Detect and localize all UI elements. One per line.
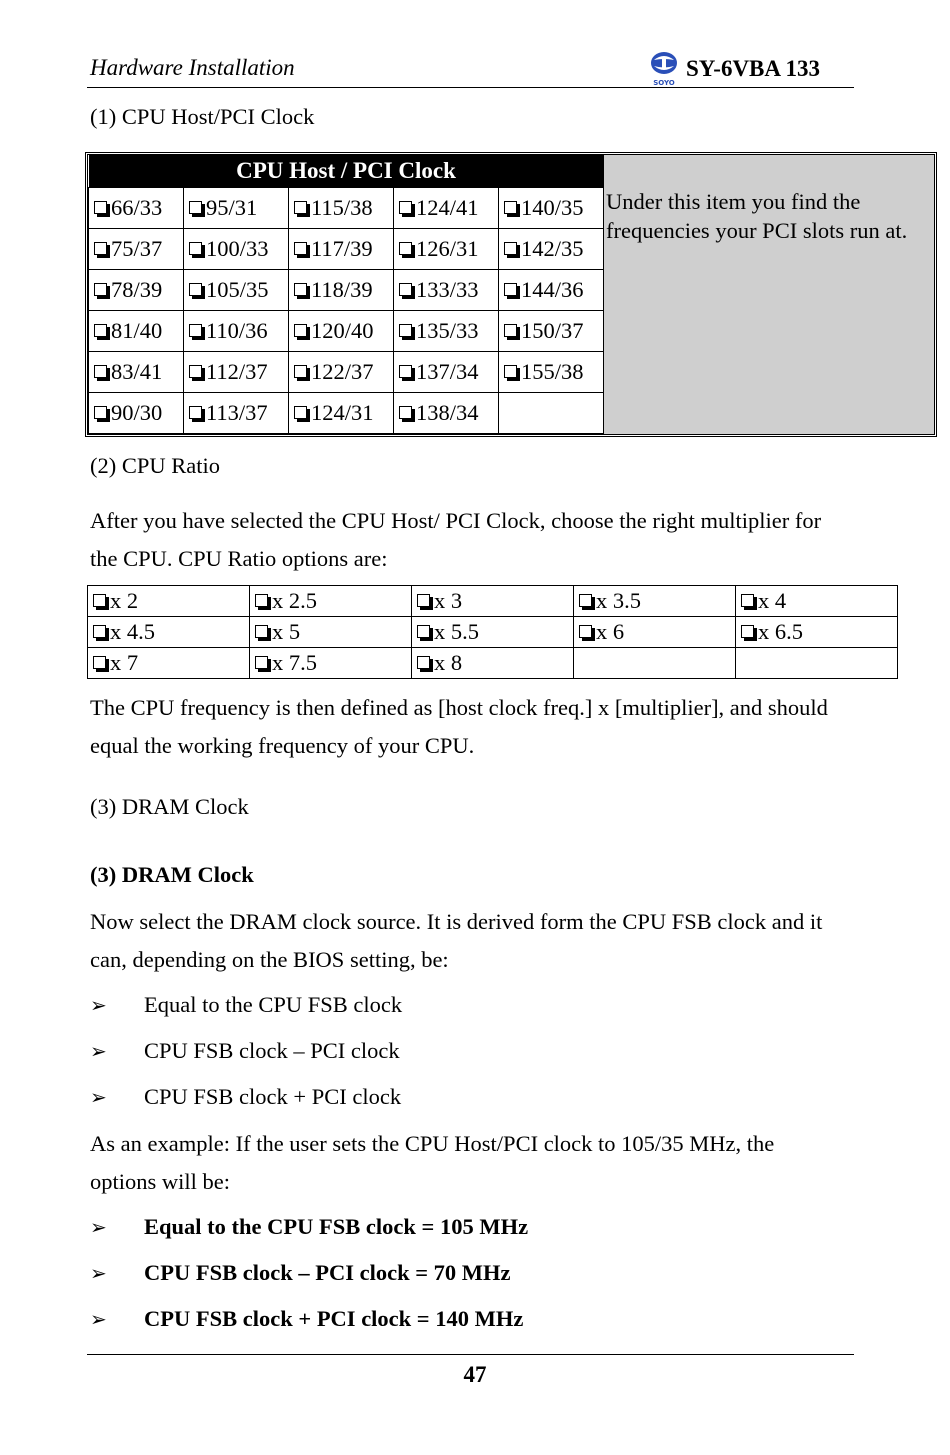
checkbox-icon	[94, 406, 107, 419]
checkbox-icon	[294, 324, 307, 337]
clock-option	[394, 393, 499, 434]
clock-option	[499, 270, 604, 311]
soyo-logo-icon	[648, 50, 680, 88]
clock-table-row	[89, 311, 604, 352]
checkbox-icon	[189, 201, 202, 214]
section-3-heading-bold: (3) DRAM Clock	[90, 862, 254, 887]
arrow-bullet-icon: ➢	[90, 1307, 107, 1331]
option-value: x 5.5	[434, 619, 479, 644]
ratio-option	[412, 648, 574, 679]
section-1-heading: (1) CPU Host/PCI Clock	[90, 104, 315, 129]
checkbox-icon	[399, 365, 412, 378]
checkbox-icon	[93, 656, 106, 669]
option-value: 78/39	[111, 277, 163, 302]
option-value: 142/35	[521, 236, 584, 261]
checkbox-icon	[741, 625, 754, 638]
checkbox-icon	[504, 324, 517, 337]
arrow-bullet-icon: ➢	[90, 1085, 107, 1109]
option-value: 135/33	[416, 318, 479, 343]
checkbox-icon	[94, 242, 107, 255]
arrow-bullet-icon: ➢	[90, 1039, 107, 1063]
clock-option	[499, 352, 604, 393]
checkbox-icon	[399, 242, 412, 255]
arrow-bullet-icon: ➢	[90, 993, 107, 1017]
option-value: 95/31	[206, 195, 258, 220]
clock-option	[394, 311, 499, 352]
bullet-item	[90, 1214, 528, 1240]
bullet-text: Equal to the CPU FSB clock	[144, 992, 403, 1017]
checkbox-icon	[94, 324, 107, 337]
section-2-heading: (2) CPU Ratio	[90, 453, 221, 478]
option-value: 138/34	[416, 400, 479, 425]
checkbox-icon	[579, 594, 592, 607]
option-value: 90/30	[111, 400, 163, 425]
option-value: 124/41	[416, 195, 479, 220]
clock-table-row	[89, 393, 604, 434]
checkbox-icon	[294, 242, 307, 255]
ratio-option	[574, 648, 736, 679]
clock-option	[394, 352, 499, 393]
checkbox-icon	[399, 324, 412, 337]
option-value: 81/40	[111, 318, 163, 343]
option-value: 120/40	[311, 318, 374, 343]
option-value: 122/37	[311, 359, 374, 384]
clock-option	[89, 270, 184, 311]
footer-rule	[87, 1354, 854, 1355]
option-value: 140/35	[521, 195, 584, 220]
option-value: 66/33	[111, 195, 163, 220]
option-value: x 7.5	[272, 650, 317, 675]
clock-option	[184, 270, 289, 311]
checkbox-icon	[294, 283, 307, 296]
clock-option	[289, 229, 394, 270]
ratio-table-row	[88, 648, 898, 679]
clock-option	[184, 352, 289, 393]
running-header-section: Hardware Installation	[90, 55, 295, 80]
option-value: 112/37	[206, 359, 268, 384]
option-value: 126/31	[416, 236, 479, 261]
bullet-item	[90, 992, 402, 1018]
ratio-option	[250, 648, 412, 679]
clock-option	[289, 188, 394, 229]
ratio-option	[574, 586, 736, 617]
clock-table-row	[89, 270, 604, 311]
clock-option	[89, 393, 184, 434]
header-rule	[87, 87, 854, 88]
clock-option	[89, 188, 184, 229]
checkbox-icon	[504, 283, 517, 296]
option-value: 75/37	[111, 236, 163, 261]
clock-option	[394, 270, 499, 311]
option-value: x 5	[272, 619, 301, 644]
option-value: 118/39	[311, 277, 373, 302]
clock-table-row	[89, 229, 604, 270]
ratio-option	[736, 586, 898, 617]
option-value: x 3	[434, 588, 463, 613]
option-value: 115/38	[311, 195, 373, 220]
clock-table-row	[89, 352, 604, 393]
ratio-option	[250, 586, 412, 617]
clock-option	[289, 311, 394, 352]
arrow-bullet-icon: ➢	[90, 1215, 107, 1239]
option-value: x 7	[110, 650, 139, 675]
bullet-item	[90, 1038, 400, 1064]
clock-table-row	[89, 188, 604, 229]
checkbox-icon	[255, 594, 268, 607]
checkbox-icon	[417, 656, 430, 669]
checkbox-icon	[741, 594, 754, 607]
option-value: 133/33	[416, 277, 479, 302]
clock-option	[89, 352, 184, 393]
checkbox-icon	[189, 283, 202, 296]
checkbox-icon	[504, 201, 517, 214]
option-value: x 2	[110, 588, 139, 613]
clock-option	[184, 229, 289, 270]
section-3-heading: (3) DRAM Clock	[90, 794, 249, 819]
arrow-bullet-icon: ➢	[90, 1261, 107, 1285]
option-value: x 6	[596, 619, 625, 644]
checkbox-icon	[189, 242, 202, 255]
bullet-text: CPU FSB clock + PCI clock	[144, 1084, 402, 1109]
bullet-item	[90, 1306, 523, 1332]
bullet-text: CPU FSB clock – PCI clock = 70 MHz	[144, 1260, 511, 1285]
clock-option	[499, 393, 604, 434]
option-value: 144/36	[521, 277, 584, 302]
clock-option	[499, 311, 604, 352]
checkbox-icon	[255, 625, 268, 638]
checkbox-icon	[399, 201, 412, 214]
option-value: x 6.5	[758, 619, 803, 644]
dram-intro: Now select the DRAM clock source. It is derived form the CPU FSB clock and it can, depending on the BIOS setting, be:	[90, 909, 823, 972]
frequency-paragraph: The CPU frequency is then defined as [host clock freq.] x [multiplier], and should equal the working frequency of your CPU.	[90, 695, 828, 758]
checkbox-icon	[189, 365, 202, 378]
option-value: 83/41	[111, 359, 163, 384]
clock-table-title: CPU Host / PCI Clock	[89, 155, 604, 188]
option-value: 137/34	[416, 359, 479, 384]
clock-option	[394, 229, 499, 270]
clock-option	[184, 393, 289, 434]
checkbox-icon	[504, 365, 517, 378]
ratio-option	[736, 617, 898, 648]
clock-option	[89, 311, 184, 352]
ratio-option	[88, 648, 250, 679]
option-value: 117/39	[311, 236, 373, 261]
option-value: 100/33	[206, 236, 269, 261]
clock-option	[289, 393, 394, 434]
example-paragraph: As an example: If the user sets the CPU Host/PCI clock to 105/35 MHz, the options will be:	[90, 1131, 775, 1194]
option-value: 124/31	[311, 400, 374, 425]
clock-option	[89, 229, 184, 270]
bullet-text: CPU FSB clock – PCI clock	[144, 1038, 400, 1063]
ratio-intro: After you have selected the CPU Host/ PCI Clock, choose the right multiplier for the CPU. CPU Ratio options are:	[90, 508, 822, 571]
clock-option	[394, 188, 499, 229]
option-value: x 4.5	[110, 619, 155, 644]
model-name: SY-6VBA 133	[686, 56, 820, 81]
checkbox-icon	[255, 656, 268, 669]
checkbox-icon	[94, 283, 107, 296]
checkbox-icon	[93, 625, 106, 638]
bullet-text: CPU FSB clock + PCI clock = 140 MHz	[144, 1306, 524, 1331]
checkbox-icon	[94, 201, 107, 214]
checkbox-icon	[417, 625, 430, 638]
ratio-table	[87, 585, 898, 679]
ratio-option	[574, 617, 736, 648]
checkbox-icon	[579, 625, 592, 638]
ratio-table-row	[88, 586, 898, 617]
option-value: 105/35	[206, 277, 269, 302]
checkbox-icon	[399, 283, 412, 296]
ratio-option	[250, 617, 412, 648]
checkbox-icon	[294, 201, 307, 214]
clock-description: Under this item you find the frequencies your PCI slots run at.	[603, 155, 934, 434]
ratio-option	[88, 617, 250, 648]
logo-text: SOYO	[653, 79, 675, 87]
checkbox-icon	[399, 406, 412, 419]
ratio-option	[88, 586, 250, 617]
bullet-item	[90, 1260, 511, 1286]
checkbox-icon	[294, 406, 307, 419]
clock-table	[88, 155, 604, 434]
checkbox-icon	[93, 594, 106, 607]
checkbox-icon	[189, 406, 202, 419]
option-value: 155/38	[521, 359, 584, 384]
option-value: x 2.5	[272, 588, 317, 613]
ratio-table-row	[88, 617, 898, 648]
clock-option	[499, 188, 604, 229]
option-value: 113/37	[206, 400, 268, 425]
checkbox-icon	[94, 365, 107, 378]
clock-option	[289, 352, 394, 393]
option-value: x 3.5	[596, 588, 641, 613]
page-number: 47	[463, 1362, 487, 1387]
checkbox-icon	[294, 365, 307, 378]
checkbox-icon	[417, 594, 430, 607]
bullet-item	[90, 1084, 401, 1110]
bullet-text: Equal to the CPU FSB clock = 105 MHz	[144, 1214, 529, 1239]
clock-option	[184, 188, 289, 229]
checkbox-icon	[504, 242, 517, 255]
option-value: x 8	[434, 650, 463, 675]
clock-table-frame	[85, 152, 937, 437]
option-value: x 4	[758, 588, 787, 613]
running-header-brand	[648, 50, 820, 88]
option-value: 110/36	[206, 318, 268, 343]
ratio-option	[736, 648, 898, 679]
ratio-option	[412, 617, 574, 648]
ratio-option	[412, 586, 574, 617]
clock-option	[184, 311, 289, 352]
option-value: 150/37	[521, 318, 584, 343]
clock-option	[499, 229, 604, 270]
clock-option	[289, 270, 394, 311]
checkbox-icon	[189, 324, 202, 337]
